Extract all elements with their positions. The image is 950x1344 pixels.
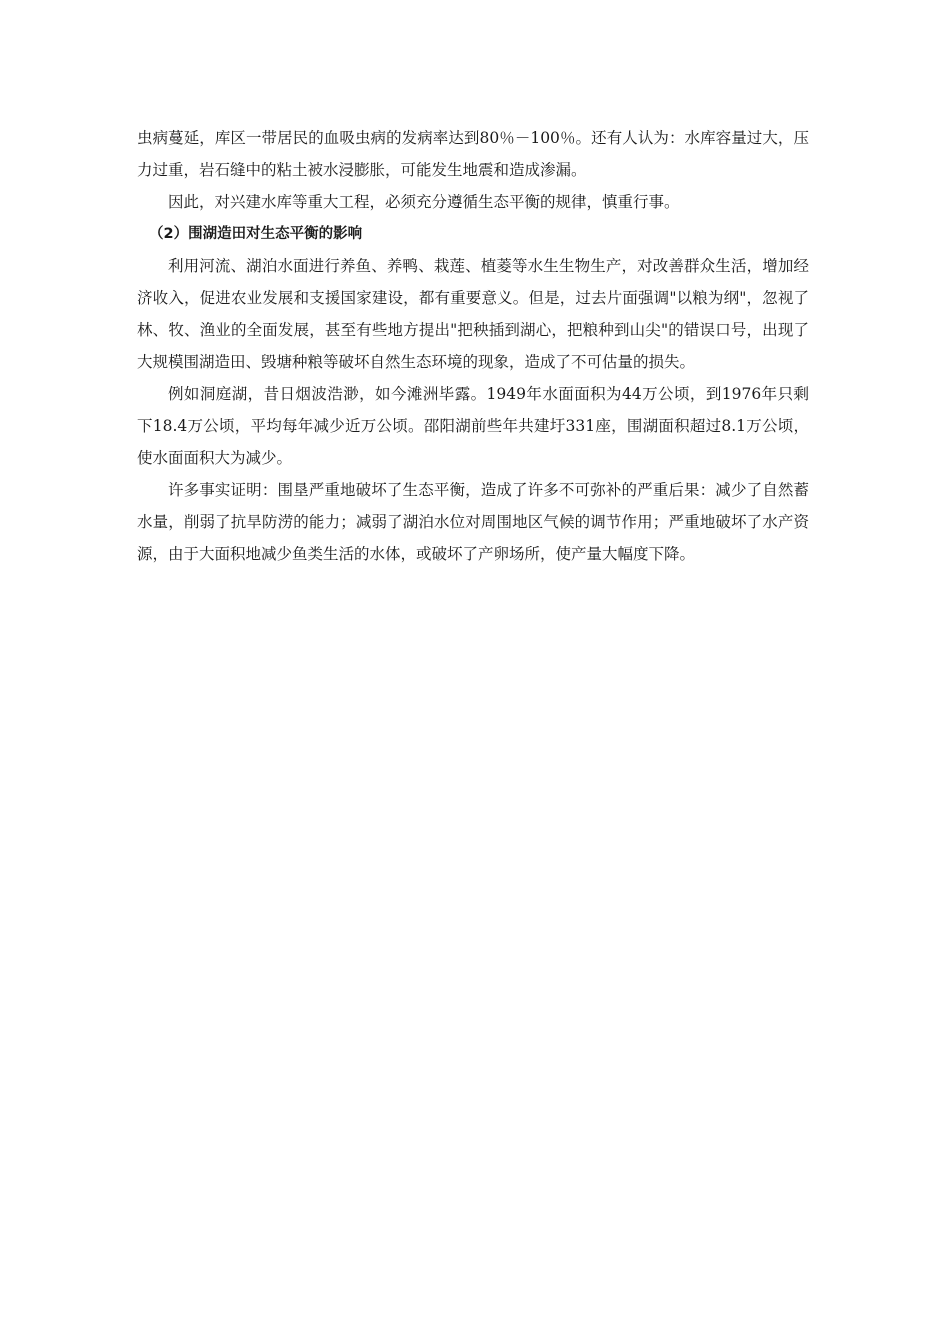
paragraph-dongting-example: 例如洞庭湖，昔日烟波浩渺，如今滩洲毕露。1949年水面面积为44万公顷，到1976年只剩下18.4万公顷，平均每年减少近万公顷。邵阳湖前些年共建圩331座，围湖面积超过8.1万公顷，使水面面积大为减少。 [137,385,809,467]
document-body [137,122,809,570]
paragraph-continued: 虫病蔓延，库区一带居民的血吸虫病的发病率达到80％－100％。还有人认为：水库容量过大，压力过重，岩石缝中的粘土被水浸膨胀，可能发生地震和造成渗漏。 [137,129,809,179]
section-heading: （2）围湖造田对生态平衡的影响 [149,226,363,242]
paragraph-lake-use: 利用河流、湖泊水面进行养鱼、养鸭、栽莲、植菱等水生生物生产，对改善群众生活，增加经济收入，促进农业发展和支援国家建设，都有重要意义。但是，过去片面强调"以粮为纲"，忽视了林、牧、渔业的全面发展，甚至有些地方提出"把秧插到湖心，把粮种到山尖"的错误口号，出现了大规模围湖造田、毁塘种粮等破坏自然生态环境的现象，造成了不可估量的损失。 [137,257,809,371]
paragraph-consequences: 许多事实证明：围垦严重地破坏了生态平衡，造成了许多不可弥补的严重后果：减少了自然蓄水量，削弱了抗旱防涝的能力；减弱了湖泊水位对周围地区气候的调节作用；严重地破坏了水产资源，由于大面积地减少鱼类生活的水体，或破坏了产卵场所，使产量大幅度下降。 [137,481,809,563]
paragraph-conclusion: 因此，对兴建水库等重大工程，必须充分遵循生态平衡的规律，慎重行事。 [168,193,680,211]
